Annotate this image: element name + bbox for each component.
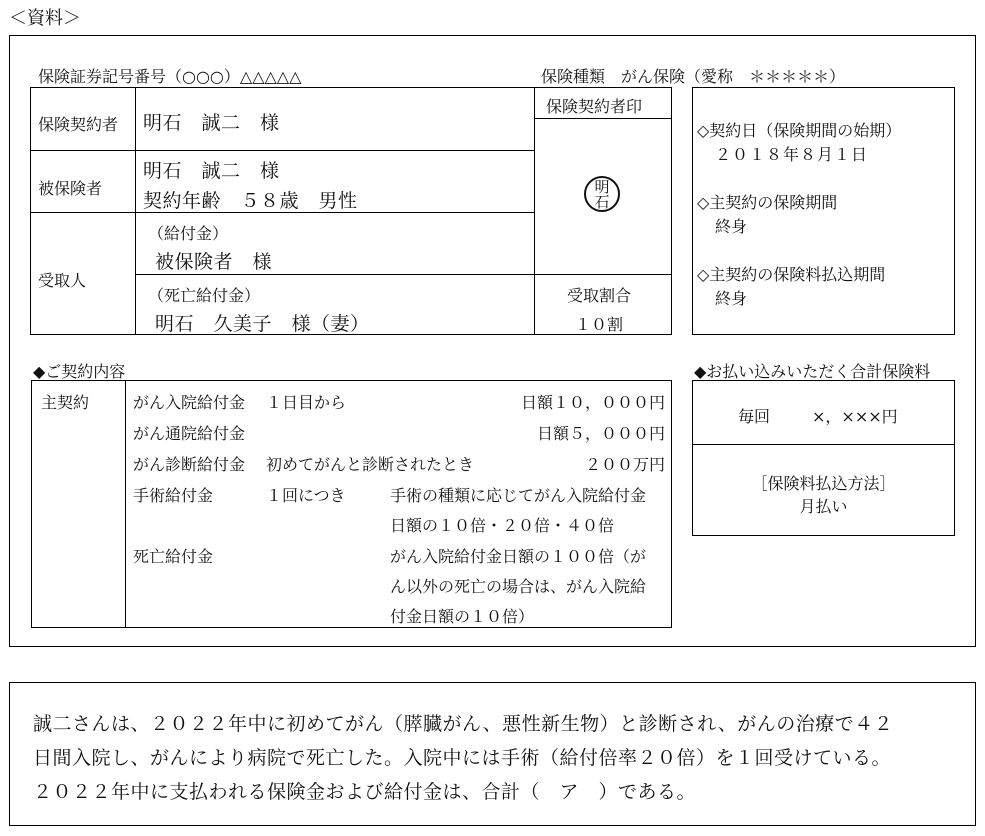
coverage-period-value: 終身	[715, 217, 748, 236]
question-line: 日間入院し、がんにより病院で死亡した。入院中には手術（給付倍率２０倍）を１回受けている。	[33, 747, 892, 769]
insurance-type: 保険種類 がん保険（愛称 ＊＊＊＊＊）	[541, 67, 846, 86]
benefit-condition: １回につき	[266, 486, 346, 505]
benefit-name: がん診断給付金	[133, 455, 246, 474]
benefit-amount: ２００万円	[584, 455, 665, 474]
insured-age: 契約年齢 ５８歳 男性	[143, 190, 358, 212]
benefit-beneficiary: 被保険者 様	[155, 251, 273, 273]
benefit-detail: 手術の種類に応じてがん入院給付金	[390, 486, 647, 505]
policy-number: 保険証券記号番号（○○○）△△△△△	[38, 67, 302, 86]
main-contract-label: 主契約	[41, 393, 90, 412]
benefit-sub: （給付金）	[148, 224, 229, 243]
contract-contents-title: ◆ご契約内容	[33, 362, 126, 381]
benefit-name: がん通院給付金	[133, 424, 246, 443]
premium-each-label: 毎回	[738, 407, 771, 426]
question-line: ２０２２年中に支払われる保険金および給付金は、合計（ ア ）である。	[33, 781, 697, 803]
benefit-detail: 付金日額の１０倍）	[390, 607, 535, 626]
payment-period-label: ◇主契約の保険料払込期間	[697, 265, 886, 284]
contract-start-label: ◇契約日（保険期間の始期）	[697, 121, 902, 140]
death-beneficiary: 明石 久美子 様（妻）	[155, 313, 370, 335]
holder-name: 明石 誠二 様	[143, 112, 280, 134]
benefit-condition: 初めてがんと診断されたとき	[266, 455, 475, 474]
question-line: 誠二さんは、２０２２年中に初めてがん（膵臓がん、悪性新生物）と診断され、がんの治療で４２	[33, 713, 894, 735]
payment-period-value: 終身	[715, 289, 748, 308]
premium-title: ◆お払い込みいただく合計保険料	[694, 362, 931, 381]
contract-start-date: ２０１８年８月１日	[715, 145, 869, 164]
coverage-period-label: ◇主契約の保険期間	[697, 193, 838, 212]
payment-method-label: ［保険料払込方法］	[751, 474, 896, 493]
beneficiary-label: 受取人	[38, 271, 87, 290]
benefit-name: 手術給付金	[133, 486, 214, 505]
holder-label: 保険契約者	[38, 115, 119, 134]
death-sub: （死亡給付金）	[148, 286, 261, 305]
premium-each-amount: ×，×××円	[812, 407, 898, 426]
benefit-amount: 日額１０，０００円	[520, 393, 665, 412]
share-value: １０割	[575, 315, 624, 334]
insured-name: 明石 誠二 様	[143, 160, 280, 182]
benefit-detail: がん入院給付金日額の１００倍（が	[390, 547, 647, 566]
holder-seal-stamp: 明 石	[584, 176, 620, 212]
seal-header: 保険契約者印	[546, 97, 643, 116]
benefit-condition: １日目から	[266, 393, 347, 412]
benefit-name: 死亡給付金	[133, 547, 214, 566]
payment-method-value: 月払い	[799, 497, 848, 516]
benefit-detail: ん以外の死亡の場合は、がん入院給	[390, 577, 647, 596]
share-header: 受取割合	[567, 286, 632, 305]
material-heading: ＜資料＞	[9, 8, 81, 29]
benefit-detail: 日額の１０倍・２０倍・４０倍	[390, 516, 615, 535]
benefit-name: がん入院給付金	[133, 393, 246, 412]
benefit-amount: 日額５，０００円	[536, 424, 665, 443]
insured-label: 被保険者	[38, 179, 103, 198]
